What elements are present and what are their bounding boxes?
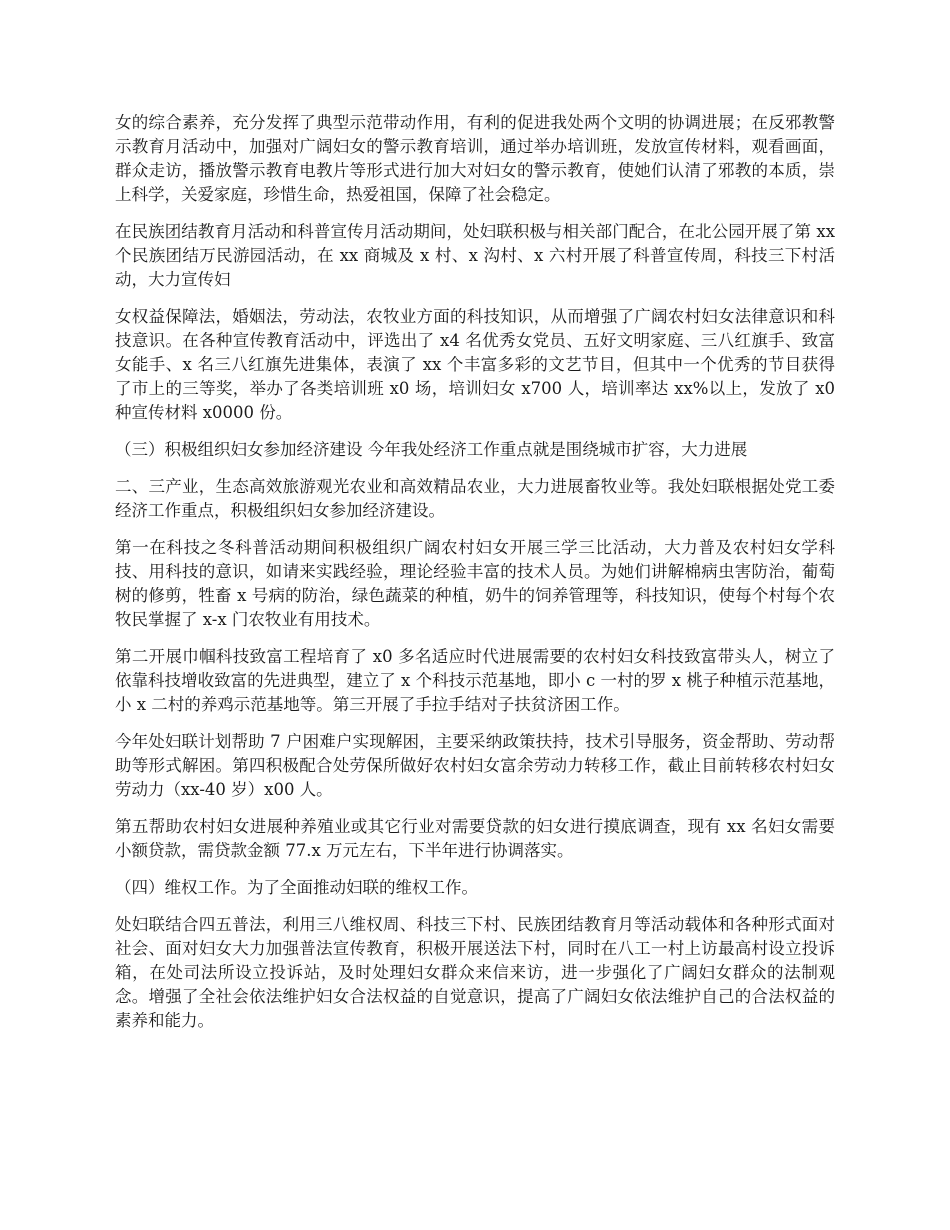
paragraph-11: 处妇联结合四五普法，利用三八维权周、科技三下村、民族团结教育月等活动载体和各种形式面对社会、面对妇女大力加强普法宣传教育，积极开展送法下村，同时在八工一村上访最高村设立投诉箱，在处司法所设立投诉站，及时处理妇女群众来信来访，进一步强化了广阔妇女群众的法制观念。增强了全社会依法维护妇女合法权益的自觉意识，提高了广阔妇女依法维护自己的合法权益的素养和能力。	[115, 915, 835, 1030]
paragraph-8: 今年处妇联计划帮助 7 户困难户实现解困，主要采纳政策扶持，技术引导服务，资金帮助、劳动帮助等形式解困。第四积极配合处劳保所做好农村妇女富余劳动力转移工作，截止目前转移农村妇女劳动力（xx-40 岁）x00 人。	[115, 732, 835, 799]
paragraph-4-heading: （三）积极组织妇女参加经济建设 今年我处经济工作重点就是围绕城市扩容，大力进展	[115, 440, 748, 459]
paragraph-1: 女的综合素养，充分发挥了典型示范带动作用，有利的促进我处两个文明的协调进展；在反邪教警示教育月活动中，加强对广阔妇女的警示教育培训，通过举办培训班，发放宣传材料，观看画面，群众走访，播放警示教育电教片等形式进行加大对妇女的警示教育，使她们认清了邪教的本质，崇上科学，关爱家庭，珍惜生命，热爱祖国，保障了社会稳定。	[115, 113, 835, 204]
paragraph-7: 第二开展巾帼科技致富工程培育了 x0 多名适应时代进展需要的农村妇女科技致富带头人，树立了依靠科技增收致富的先进典型，建立了 x 个科技示范基地，即小 c 一村的罗 x 桃子种植示范基地，小 x 二村的养鸡示范基地等。第三开展了手拉手结对子扶贫济困工作。	[115, 647, 835, 714]
paragraph-9: 第五帮助农村妇女进展种养殖业或其它行业对需要贷款的妇女进行摸底调查，现有 xx 名妇女需要小额贷款，需贷款金额 77.x 万元左右，下半年进行协调落实。	[115, 817, 835, 860]
paragraph-10-heading: （四）维权工作。为了全面推动妇联的维权工作。	[115, 878, 478, 897]
paragraph-2: 在民族团结教育月活动和科普宣传月活动期间，处妇联积极与相关部门配合，在北公园开展了第 xx 个民族团结万民游园活动，在 xx 商城及 x 村、x 沟村、x 六村开展了科普宣传周，科技三下村活动，大力宣传妇	[115, 222, 835, 289]
paragraph-3: 女权益保障法，婚姻法，劳动法，农牧业方面的科技知识，从而增强了广阔农村妇女法律意识和科技意识。在各种宣传教育活动中，评选出了 x4 名优秀女党员、五好文明家庭、三八红旗手、致富女能手、x 名三八红旗先进集体，表演了 xx 个丰富多彩的文艺节目，但其中一个优秀的节目获得了市上的三等奖，举办了各类培训班 x0 场，培训妇女 x700 人，培训率达 xx%以上，发放了 x0 种宣传材料 x0000 份。	[115, 307, 835, 422]
paragraph-5: 二、三产业，生态高效旅游观光农业和高效精品农业，大力进展畜牧业等。我处妇联根据处党工委经济工作重点，积极组织妇女参加经济建设。	[115, 477, 835, 520]
paragraph-6: 第一在科技之冬科普活动期间积极组织广阔农村妇女开展三学三比活动，大力普及农村妇女学科技、用科技的意识，如请来实践经验，理论经验丰富的技术人员。为她们讲解棉病虫害防治，葡萄树的修剪，牲畜 x 号病的防治，绿色蔬菜的种植，奶牛的饲养管理等，科技知识，使每个村每个农牧民掌握了 x-x 门农牧业有用技术。	[115, 538, 835, 629]
document-body	[115, 111, 835, 1046]
